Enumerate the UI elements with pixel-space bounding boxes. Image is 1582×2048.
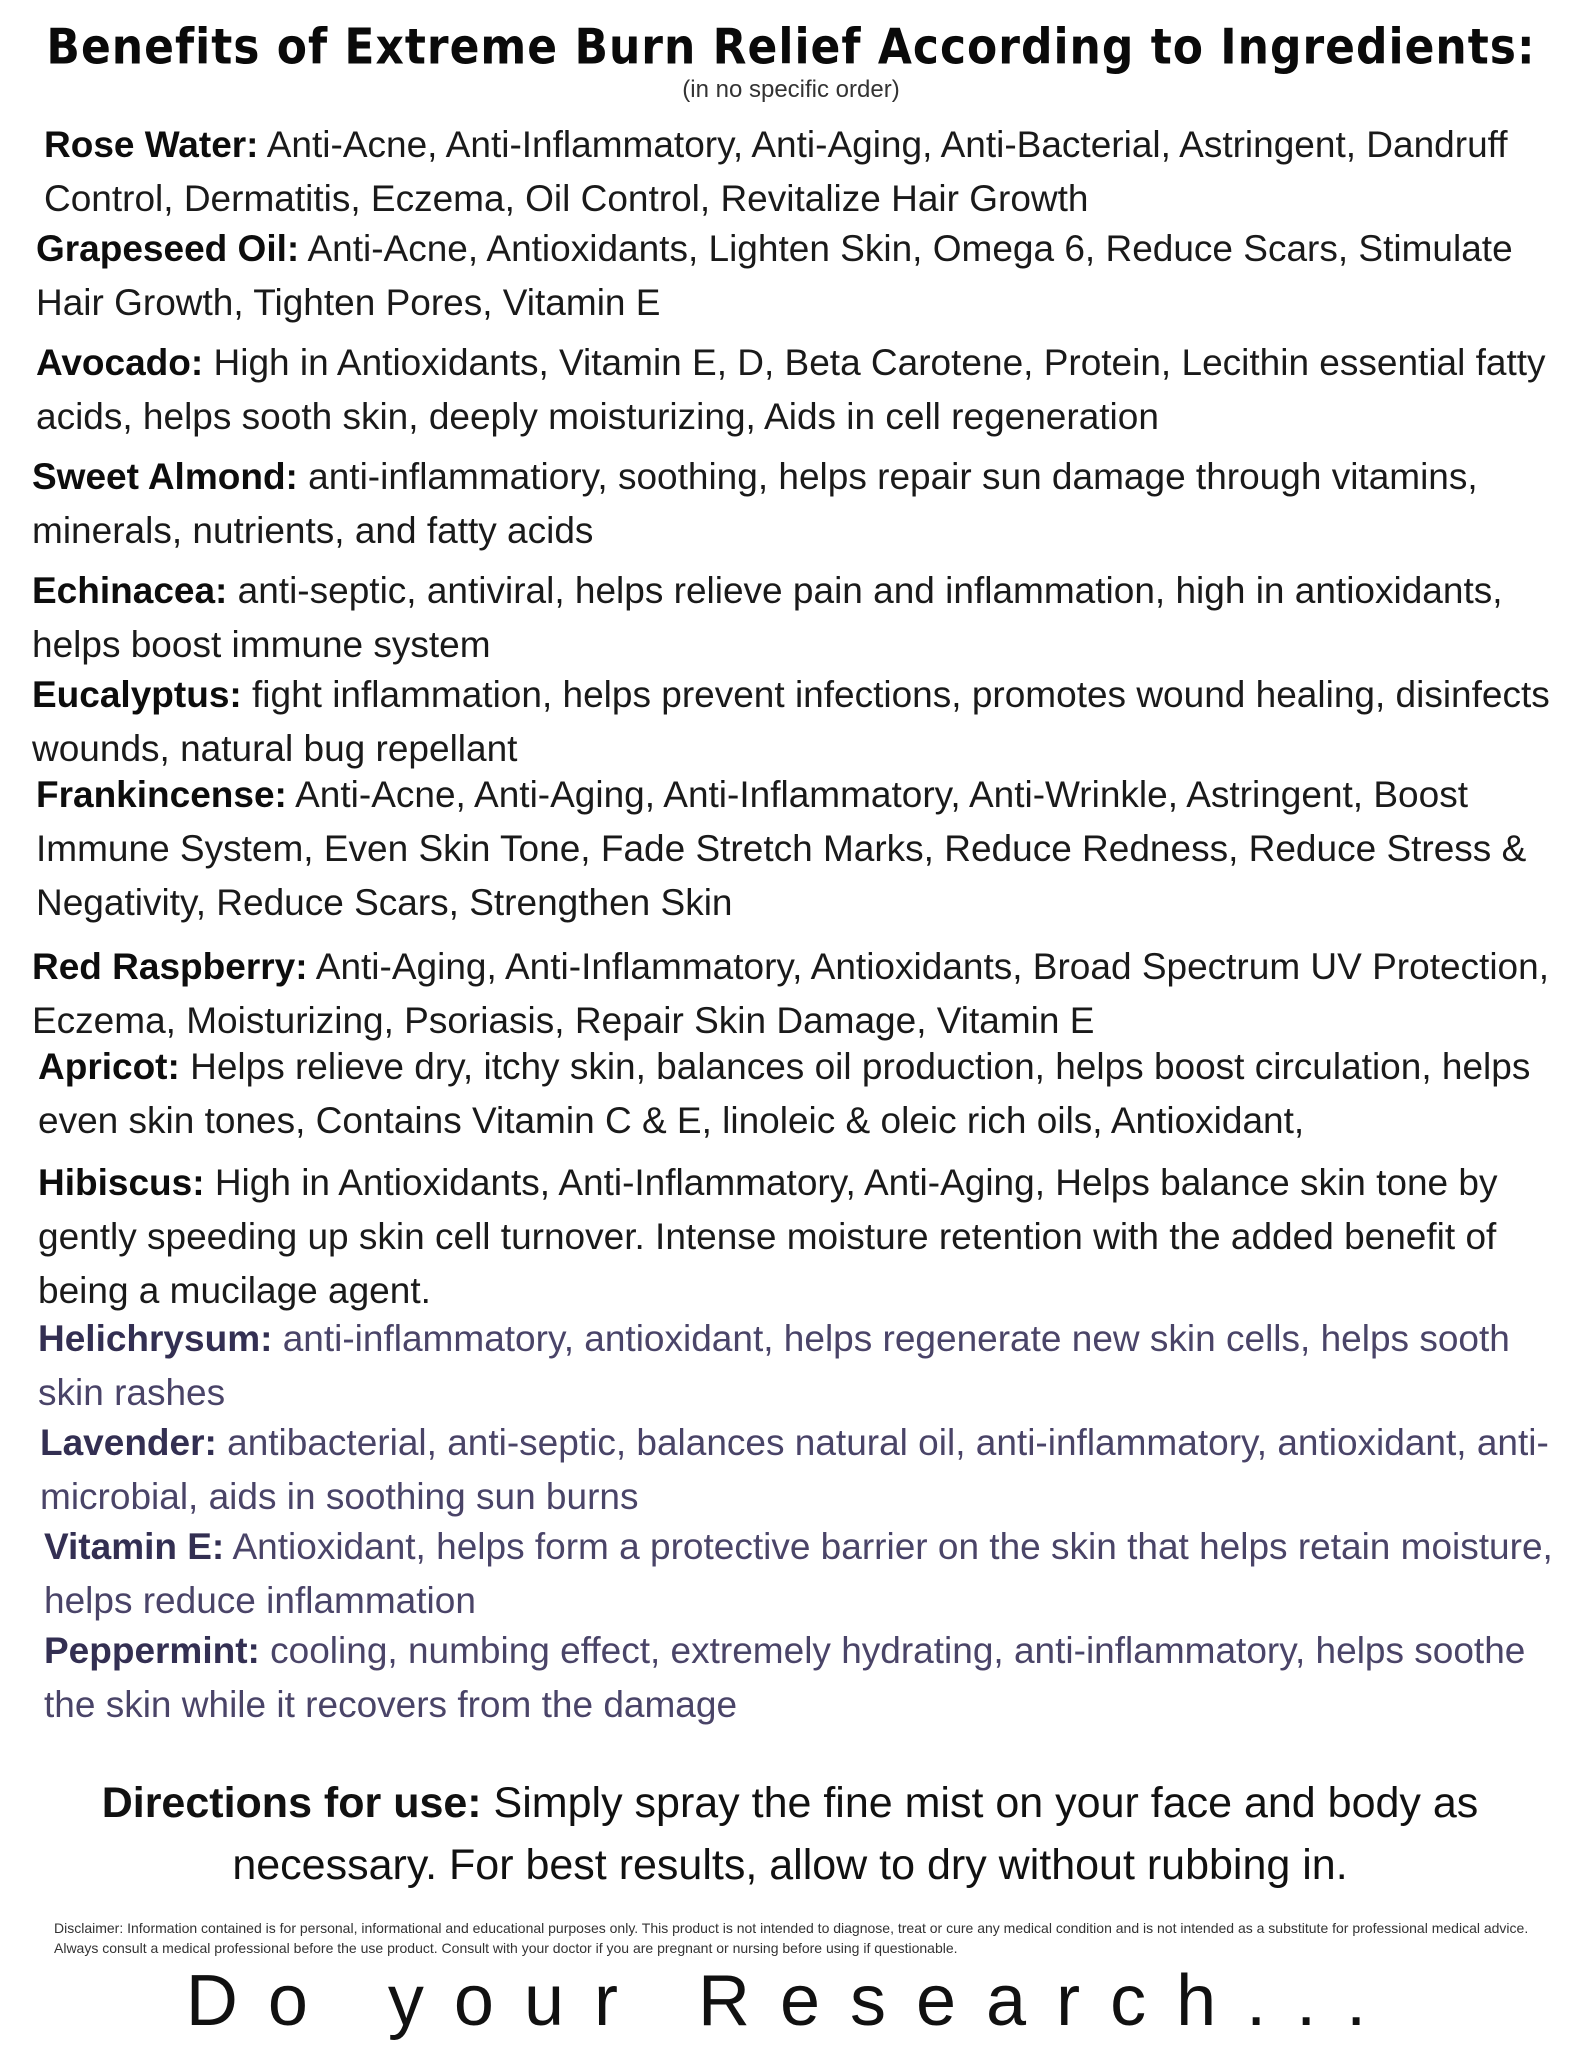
directions-for-use — [40, 1772, 1540, 1896]
ingredient-benefits: Anti-Acne, Anti-Aging, Anti-Inflammatory, Anti-Wrinkle, Astringent, Boost Immune System, Even Skin Tone, Fade Stretch Marks, Reduce Redness, Reduce Stress & Negativity, Reduce Scars, Strengthen Skin — [36, 774, 1527, 923]
ingredient-benefits: Anti-Aging, Anti-Inflammatory, Antioxidants, Broad Spectrum UV Protection, Eczema, Moisturizing, Psoriasis, Repair Skin Damage, Vitamin E — [32, 946, 1549, 1041]
page-subtitle: (in no specific order) — [682, 76, 900, 103]
ingredient-benefits: Helps relieve dry, itchy skin, balances oil production, helps boost circulation, helps even skin tones, Contains Vitamin C & E, linoleic & oleic rich oils, Antioxidant, — [38, 1046, 1531, 1141]
ingredient-name: Red Raspberry: — [32, 946, 308, 987]
ingredient-name: Hibiscus: — [38, 1162, 205, 1203]
ingredient-name: Apricot: — [38, 1046, 180, 1087]
ingredient-benefits: High in Antioxidants, Anti-Inflammatory, Anti-Aging, Helps balance skin tone by gently speeding up skin cell turnover. Intense moisture retention with the added benefit of being a mucilage agent. — [38, 1162, 1498, 1311]
ingredient-benefits: cooling, numbing effect, extremely hydrating, anti-inflammatory, helps soothe the skin while it recovers from the damage — [44, 1630, 1526, 1725]
ingredient-vitamin-e — [44, 1520, 1574, 1628]
ingredient-red-raspberry — [32, 940, 1562, 1048]
ingredient-name: Lavender: — [40, 1422, 217, 1463]
ingredient-grapeseed-oil — [36, 222, 1566, 330]
ingredient-name: Echinacea: — [32, 570, 228, 611]
page-title: Benefits of Extreme Burn Relief According to Ingredients: — [46, 18, 1536, 77]
footer-tagline: Do your Research... — [185, 1961, 1397, 2041]
ingredient-peppermint — [44, 1624, 1574, 1732]
ingredient-avocado — [36, 336, 1566, 444]
ingredient-eucalyptus — [32, 668, 1562, 776]
ingredient-benefits: fight inflammation, helps prevent infections, promotes wound healing, disinfects wounds, natural bug repellant — [32, 674, 1550, 769]
ingredient-name: Eucalyptus: — [32, 674, 242, 715]
ingredient-name: Peppermint: — [44, 1630, 260, 1671]
ingredient-helichrysum — [38, 1312, 1568, 1420]
directions-label: Directions for use: — [101, 1779, 482, 1827]
ingredient-name: Vitamin E: — [44, 1526, 225, 1567]
ingredient-rose-water — [44, 118, 1574, 226]
ingredient-benefits: Antioxidant, helps form a protective barrier on the skin that helps retain moisture, helps reduce inflammation — [44, 1526, 1553, 1621]
ingredient-benefits: anti-septic, antiviral, helps relieve pain and inflammation, high in antioxidants, helps boost immune system — [32, 570, 1503, 665]
ingredient-benefits: anti-inflammatiory, soothing, helps repair sun damage through vitamins, minerals, nutrients, and fatty acids — [32, 456, 1478, 551]
ingredient-benefits: anti-inflammatory, antioxidant, helps regenerate new skin cells, helps sooth skin rashes — [38, 1318, 1510, 1413]
ingredient-name: Grapeseed Oil: — [36, 228, 300, 269]
ingredient-echinacea — [32, 564, 1562, 672]
ingredient-apricot — [38, 1040, 1568, 1148]
ingredient-hibiscus — [38, 1156, 1568, 1318]
disclaimer-text: Disclaimer: Information contained is for personal, informational and educational purposes only. This product is not intended to diagnose, treat or cure any medical condition and is not intended as a substitute for professional medical advice. Always consult a medical professional before the use product. Consult with your doctor if you are pregnant or nursing before using if questionable. — [54, 1920, 1529, 1956]
ingredient-benefits: Anti-Acne, Anti-Inflammatory, Anti-Aging, Anti-Bacterial, Astringent, Dandruff Control, Dermatitis, Eczema, Oil Control, Revitalize Hair Growth — [44, 124, 1508, 219]
ingredient-name: Avocado: — [36, 342, 204, 383]
ingredient-frankincense — [36, 768, 1566, 930]
ingredient-benefits: Anti-Acne, Antioxidants, Lighten Skin, Omega 6, Reduce Scars, Stimulate Hair Growth, Tighten Pores, Vitamin E — [36, 228, 1513, 323]
ingredient-lavender — [40, 1416, 1570, 1524]
ingredient-name: Frankincense: — [36, 774, 287, 815]
directions-text: Simply spray the fine mist on your face and body as necessary. For best results, allow to dry without rubbing in. — [232, 1779, 1479, 1889]
ingredient-sweet-almond — [32, 450, 1562, 558]
ingredient-name: Helichrysum: — [38, 1318, 273, 1359]
ingredient-name: Sweet Almond: — [32, 456, 298, 497]
ingredient-name: Rose Water: — [44, 124, 259, 165]
ingredient-benefits: antibacterial, anti-septic, balances natural oil, anti-inflammatory, antioxidant, anti-microbial, aids in soothing sun burns — [40, 1422, 1549, 1517]
ingredient-benefits: High in Antioxidants, Vitamin E, D, Beta Carotene, Protein, Lecithin essential fatty acids, helps sooth skin, deeply moisturizing, Aids in cell regeneration — [36, 342, 1546, 437]
